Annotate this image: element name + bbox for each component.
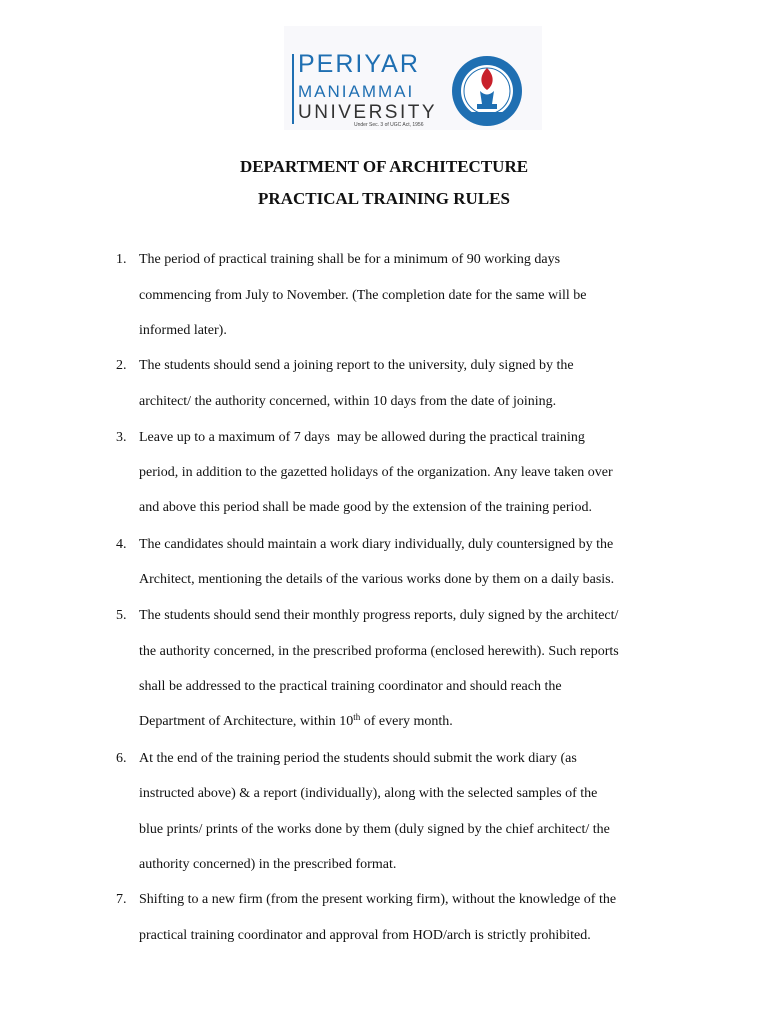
- rule-text-line: At the end of the training period the students should submit the work diary (as: [139, 751, 577, 766]
- rule-text-line: Leave up to a maximum of 7 days may be allowed during the practical training: [139, 430, 585, 445]
- rule-text-line: The students should send their monthly progress reports, duly signed by the architect/: [139, 608, 619, 623]
- logo-text-maniammai: MANIAMMAI: [298, 82, 415, 101]
- rule-text-line: Shifting to a new firm (from the present working firm), without the knowledge of the: [139, 892, 617, 907]
- rule-text-line: authority concerned) in the prescribed format.: [139, 857, 397, 872]
- rule-number: 1.: [116, 252, 127, 267]
- rule-text-line: informed later).: [139, 323, 227, 338]
- document-title: PRACTICAL TRAINING RULES: [258, 189, 510, 208]
- rule-text-line: [139, 712, 453, 729]
- rule-text-line: The students should send a joining report to the university, duly signed by the: [139, 358, 574, 373]
- rule-number: 4.: [116, 537, 127, 552]
- rule-number: 2.: [116, 358, 127, 373]
- rule-text-segment: of every month.: [360, 714, 453, 729]
- rule-text-line: blue prints/ prints of the works done by them (duly signed by the chief architect/ the: [139, 822, 610, 837]
- rule-number: 5.: [116, 608, 127, 623]
- logo-subtext: Under Sec. 3 of UGC Act, 1956: [354, 122, 424, 128]
- rule-text-line: the authority concerned, in the prescribed proforma (enclosed herewith). Such reports: [139, 644, 619, 659]
- rule-text-segment: Department of Architecture, within 10: [139, 714, 354, 729]
- rule-text-line: The candidates should maintain a work diary individually, duly countersigned by the: [139, 537, 614, 552]
- rule-text-line: and above this period shall be made good by the extension of the training period.: [139, 500, 592, 515]
- rule-text-line: The period of practical training shall be for a minimum of 90 working days: [139, 252, 561, 267]
- rule-number: 6.: [116, 751, 127, 766]
- rule-text-line: architect/ the authority concerned, within 10 days from the date of joining.: [139, 394, 557, 409]
- rule-text-line: shall be addressed to the practical training coordinator and should reach the: [139, 679, 562, 694]
- rule-number: 7.: [116, 892, 127, 907]
- department-title: DEPARTMENT OF ARCHITECTURE: [239, 157, 529, 176]
- rule-text-line: practical training coordinator and approval from HOD/arch is strictly prohibited.: [139, 928, 591, 943]
- ordinal-superscript: th: [353, 712, 361, 722]
- rule-text-line: instructed above) & a report (individually), along with the selected samples of the: [139, 786, 598, 801]
- rule-text-line: commencing from July to November. (The completion date for the same will be: [139, 288, 587, 303]
- rule-text-line: period, in addition to the gazetted holidays of the organization. Any leave taken over: [139, 465, 613, 480]
- rule-number: 3.: [116, 430, 127, 445]
- logo-text-periyar: PERIYAR: [298, 50, 420, 78]
- logo-text-university: UNIVERSITY: [298, 102, 438, 123]
- rule-text-line: Architect, mentioning the details of the various works done by them on a daily basis.: [139, 572, 615, 587]
